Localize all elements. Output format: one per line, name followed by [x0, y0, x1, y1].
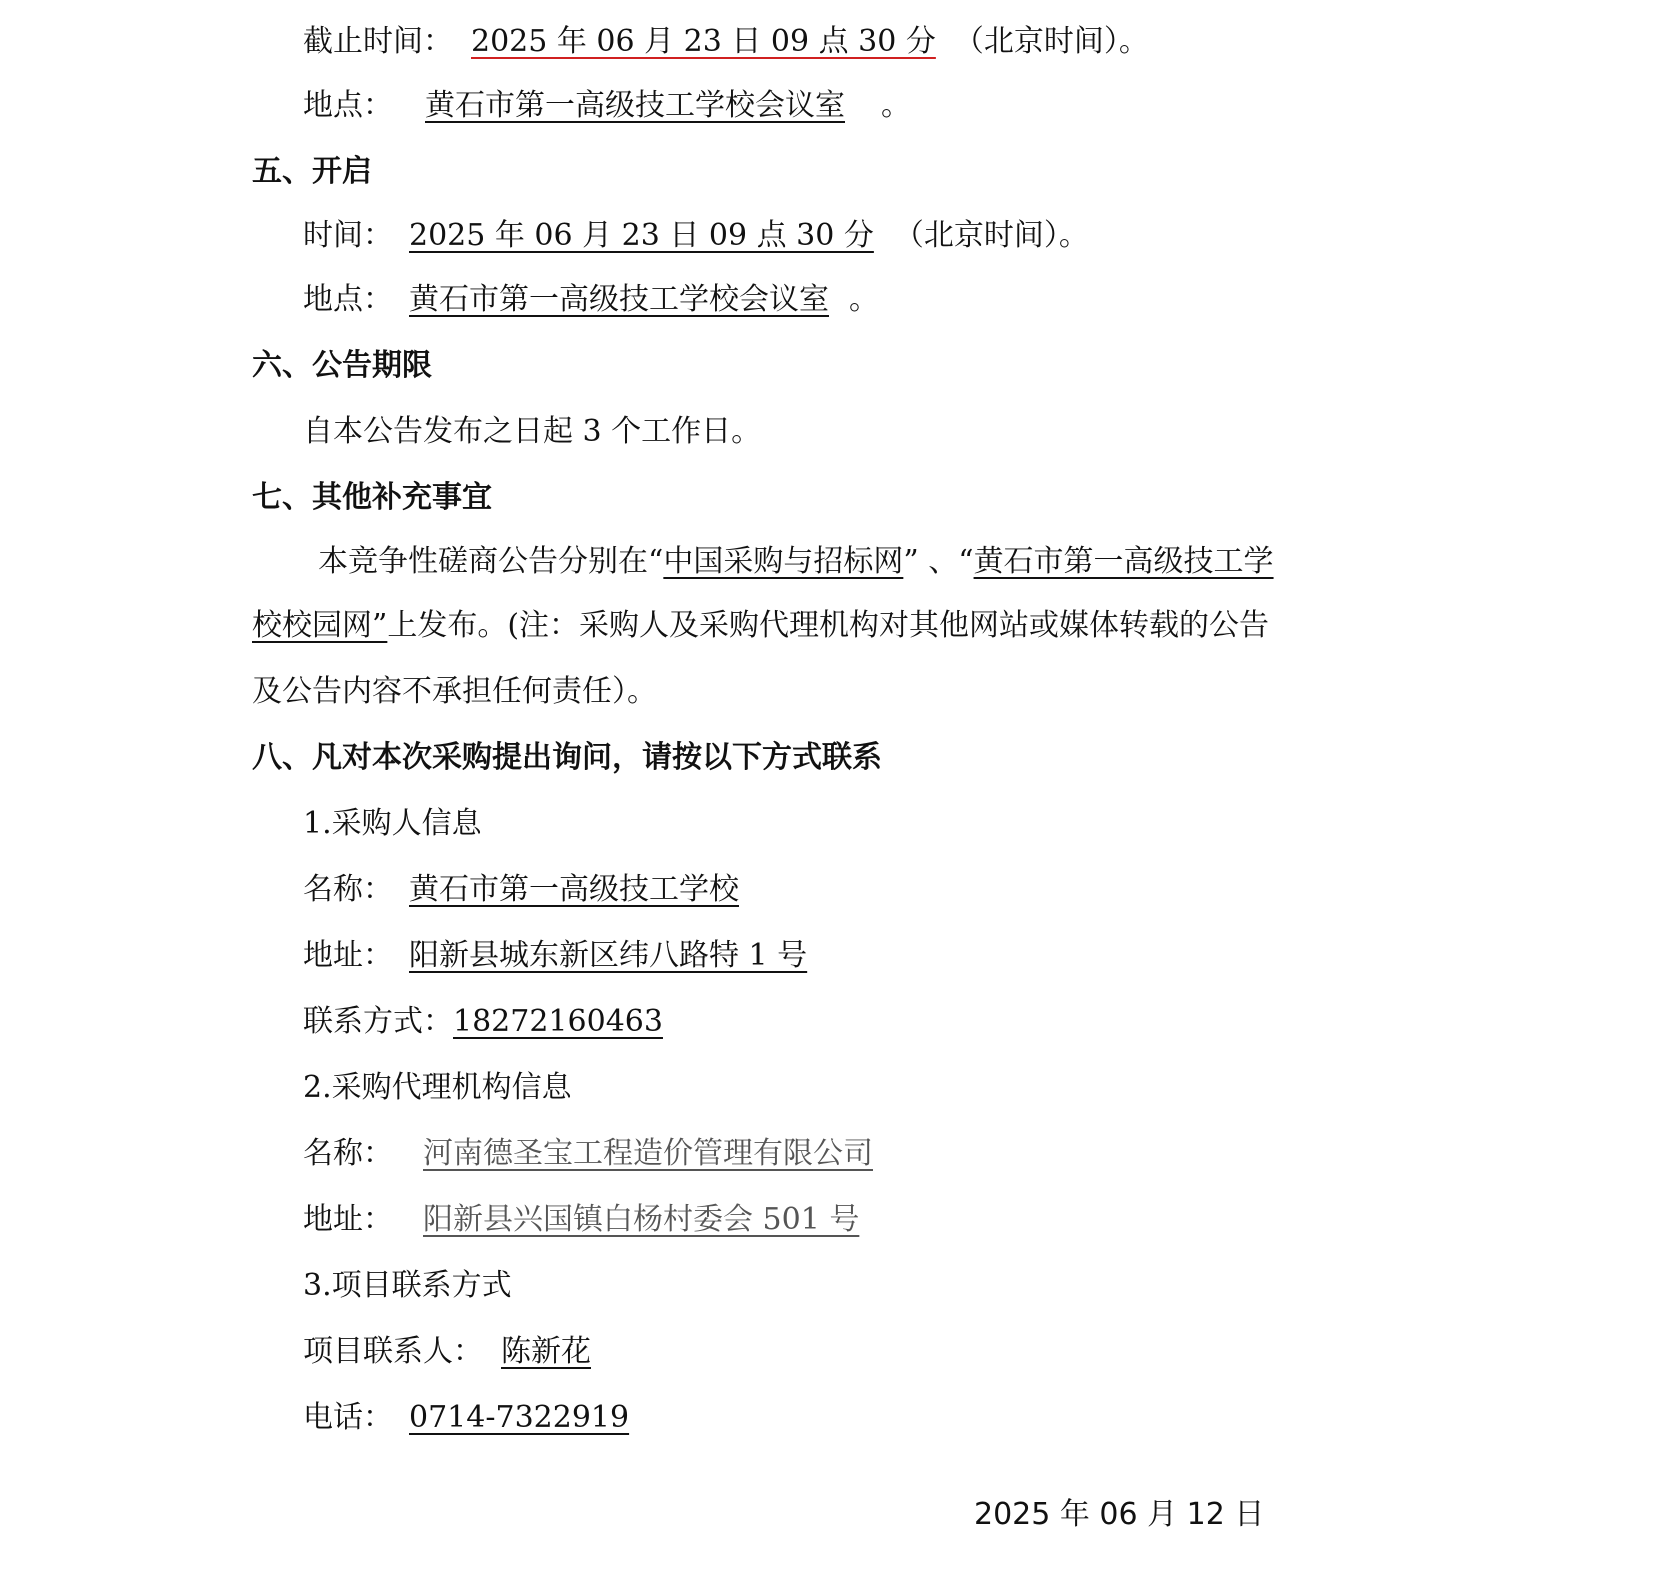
project-phone-line — [303, 1398, 647, 1438]
section5-location-suffix: 。 — [849, 282, 879, 317]
project-person-value: 陈新花 — [501, 1334, 591, 1369]
section5-location-line — [303, 280, 879, 320]
agency-name-line — [303, 1134, 891, 1174]
section7-line1-mid: ” 、“ — [903, 544, 974, 579]
deadline-location-line — [303, 86, 911, 126]
buyer-name-line — [303, 870, 739, 910]
deadline-location-value: 黄石市第一高级技工学校会议室 — [425, 88, 845, 123]
buyer-name-value: 黄石市第一高级技工学校 — [409, 872, 739, 907]
section5-time-suffix: （北京时间）。 — [893, 218, 1089, 253]
deadline-suffix: （北京时间）。 — [953, 24, 1149, 59]
agency-address-value: 阳新县兴国镇白杨村委会 501 号 — [423, 1202, 860, 1237]
section7-heading: 七、其他补充事宜 — [252, 480, 492, 515]
agency-address-line — [303, 1200, 877, 1240]
section7-line3: 及公告内容不承担任何责任）。 — [252, 674, 657, 709]
section6-heading: 六、公告期限 — [252, 348, 432, 383]
section5-heading: 五、开启 — [252, 154, 372, 189]
section7-line1-pre: 本竞争性磋商公告分别在“ — [318, 544, 664, 579]
buyer-address-line — [303, 936, 825, 976]
agency-title: 2.采购代理机构信息 — [303, 1070, 572, 1105]
buyer-contact-value: 18272160463 — [453, 1004, 663, 1039]
section5-time-label: 时间： — [303, 218, 393, 253]
buyer-name-label: 名称： — [303, 872, 393, 907]
deadline-line — [303, 22, 1149, 62]
deadline-label: 截止时间： — [303, 24, 453, 59]
document-date: 2025 年 06 月 12 日 — [974, 1497, 1265, 1532]
buyer-address-value: 阳新县城东新区纬八路特 1 号 — [409, 938, 808, 973]
agency-name-value: 河南德圣宝工程造价管理有限公司 — [423, 1136, 873, 1171]
project-phone-value: 0714-7322919 — [409, 1400, 630, 1435]
deadline-location-label: 地点： — [303, 88, 393, 123]
buyer-title: 1.采购人信息 — [303, 806, 482, 841]
project-person-line — [303, 1332, 609, 1372]
site2-link-part1: 黄石市第一高级技工学 — [973, 544, 1274, 579]
deadline-value: 2025 年 06 月 23 日 09 点 30 分 — [471, 24, 936, 59]
project-title: 3.项目联系方式 — [303, 1268, 512, 1303]
agency-name-label: 名称： — [303, 1136, 393, 1171]
project-phone-label: 电话： — [303, 1400, 393, 1435]
site2-link-part2: 校校园网” — [252, 608, 388, 643]
section5-time-value: 2025 年 06 月 23 日 09 点 30 分 — [409, 218, 874, 253]
section5-location-value: 黄石市第一高级技工学校会议室 — [409, 282, 829, 317]
site1-link: 中国采购与招标网 — [663, 544, 904, 579]
section6-text: 自本公告发布之日起 3 个工作日。 — [303, 414, 762, 449]
deadline-location-suffix: 。 — [881, 88, 911, 123]
agency-address-label: 地址： — [303, 1202, 393, 1237]
buyer-address-label: 地址： — [303, 938, 393, 973]
buyer-contact-label: 联系方式： — [303, 1004, 453, 1039]
section5-time-line — [303, 216, 1089, 256]
section7-line1 — [318, 542, 1274, 582]
section7-line2 — [252, 606, 1269, 646]
section8-heading: 八、凡对本次采购提出询问，请按以下方式联系 — [252, 740, 882, 775]
section5-location-label: 地点： — [303, 282, 393, 317]
project-person-label: 项目联系人： — [303, 1334, 483, 1369]
section7-line2-post: 上发布。(注：采购人及采购代理机构对其他网站或媒体转载的公告 — [387, 608, 1270, 643]
buyer-contact-line — [303, 1002, 663, 1042]
